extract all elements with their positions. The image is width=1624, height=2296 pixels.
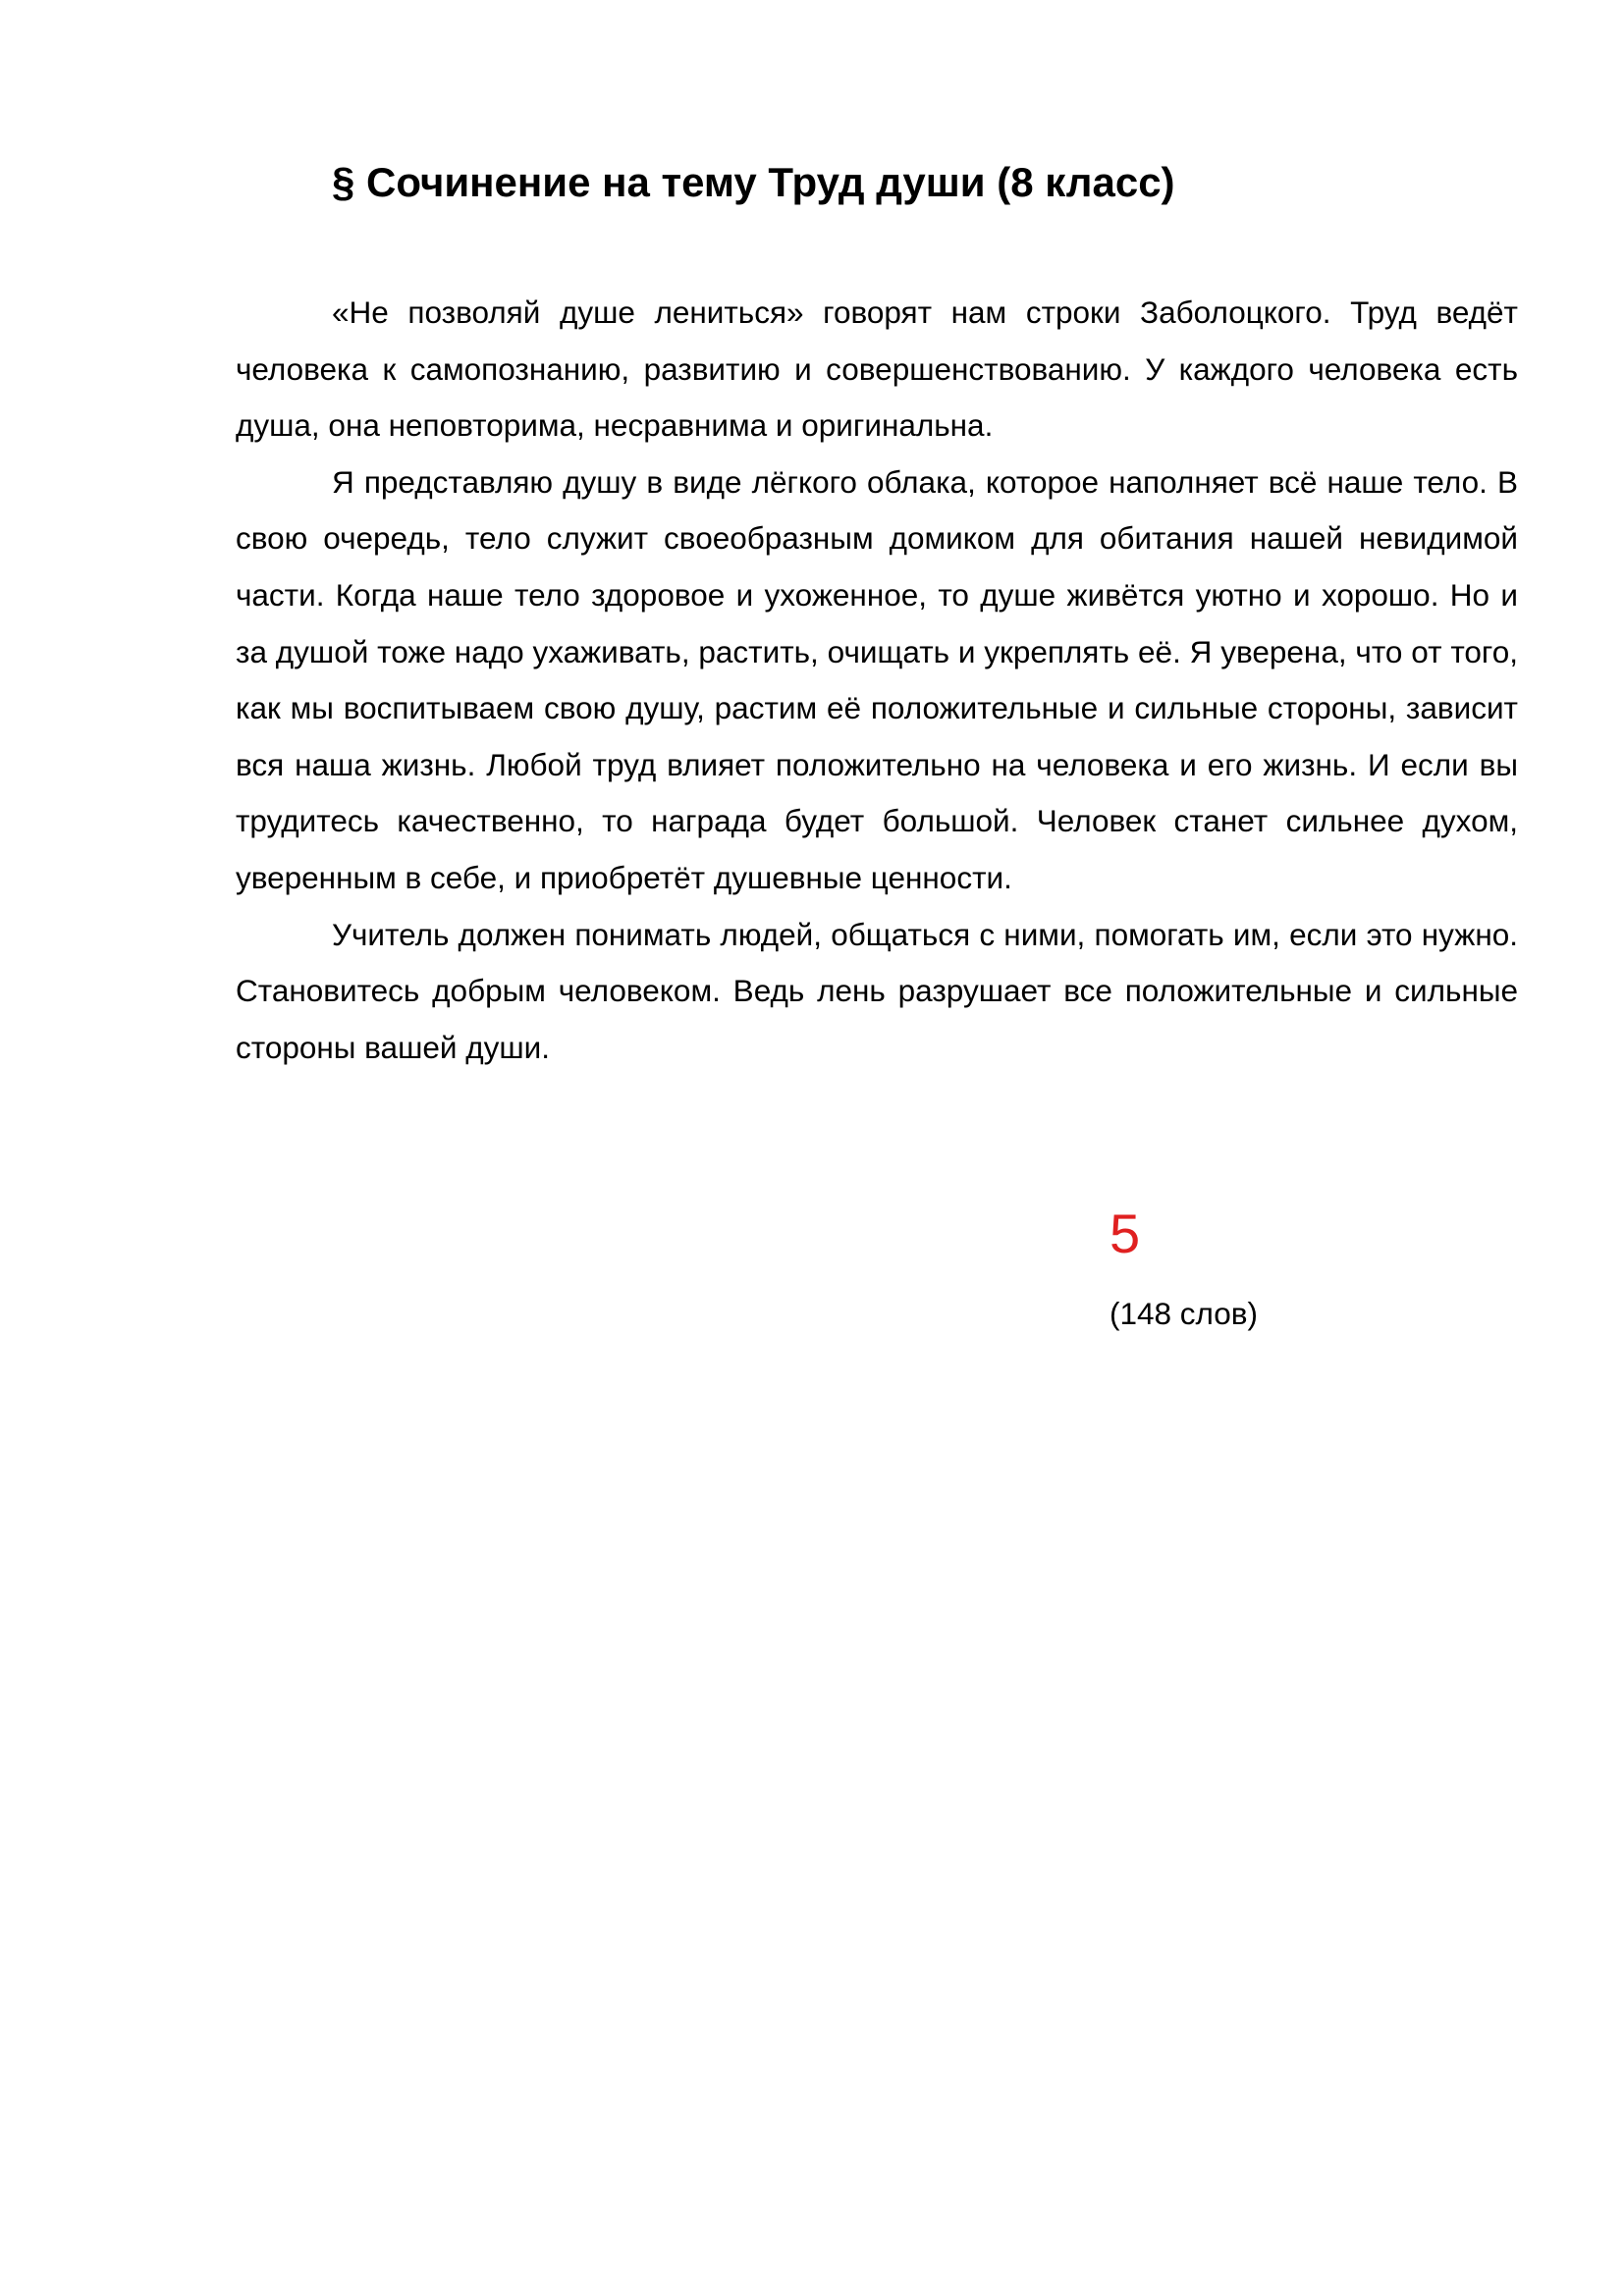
paragraph-1: «Не позволяй душе лениться» говорят нам строки Заболоцкого. Труд ведёт человека к самопознанию, развитию и совершенствованию. У каждого человека есть душа, она неповторима, несравнима и оригинальна. — [236, 294, 1518, 444]
paragraph-3: Учитель должен понимать людей, общаться с ними, помогать им, если это нужно. Становитесь добрым человеком. Ведь лень разрушает все положительные и сильные стороны вашей души. — [236, 916, 1518, 1065]
document-title: § Сочинение на тему Труд души (8 класс) — [332, 159, 1175, 205]
grade-mark: 5 — [1110, 1202, 1141, 1264]
word-count: (148 слов) — [1110, 1296, 1259, 1331]
paragraph-2: Я представляю душу в виде лёгкого облака, которое наполняет всё наше тело. В свою очередь, тело служит своеобразным домиком для обитания нашей невидимой части. Когда наше тело здоровое и ухоженное, то душе живётся уютно и хорошо. Но и за душой тоже надо ухаживать, растить, очищать и укреплять её. Я уверена, что от того, как мы воспитываем свою душу, растим её положительные и сильные стороны, зависит вся наша жизнь. Любой труд влияет положительно на человека и его жизнь. И если вы трудитесь качественно, то награда будет большой. Человек станет сильнее духом, уверенным в себе, и приобретёт душевные ценности. — [236, 463, 1518, 895]
essay-body — [236, 285, 1518, 1076]
